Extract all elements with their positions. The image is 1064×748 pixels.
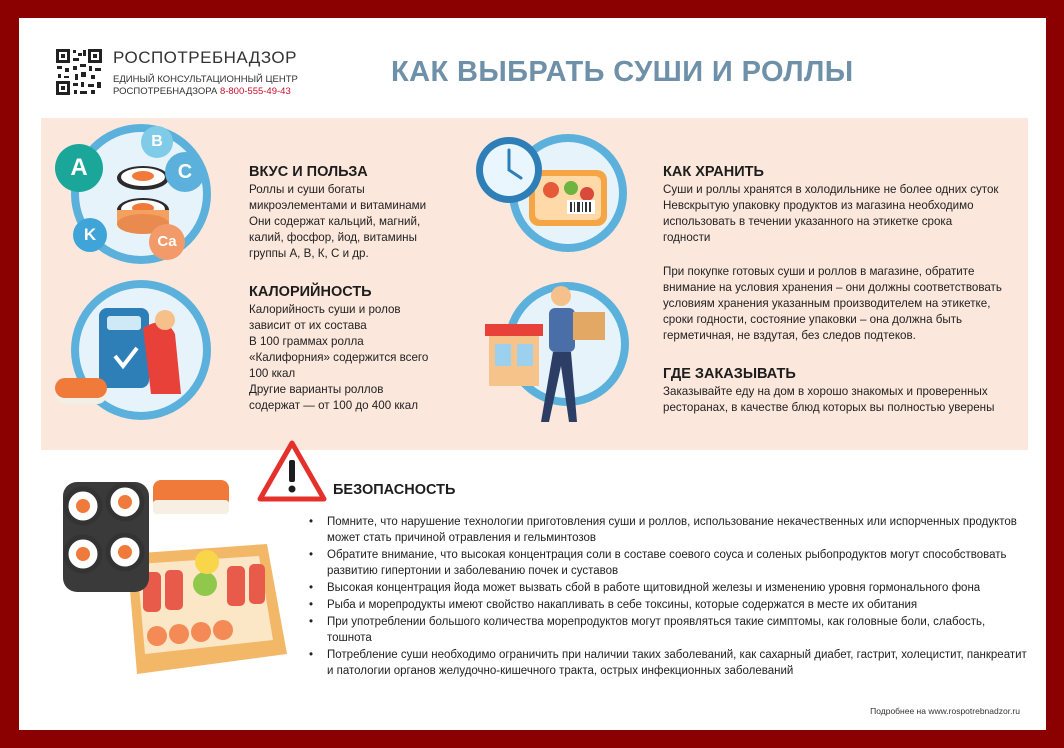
storage-line: сроки годности, состояние упаковки – она должна быть: [663, 313, 963, 326]
storage-line: годности: [663, 231, 711, 244]
logo: [55, 46, 305, 106]
taste-line: группы А, В, К, С и др.: [249, 247, 369, 260]
storage-line: Невскрытую упаковку продуктов из магазина необходимо: [663, 199, 974, 212]
vitamin-c-bubble: C: [165, 152, 205, 192]
storage-line: Суши и роллы хранятся в холодильнике не более одних суток: [663, 183, 999, 196]
sushi-platter-icon: [57, 466, 287, 684]
storage-text: [663, 182, 999, 246]
list-item: • Потребление суши необходимо ограничить при наличии таких заболеваний, как сахарный диабет, гастрит, холецистит, панкреатит и патологии органов желудочно-кишечного тракта, острых инфекционных заболеваний: [307, 647, 1027, 679]
phone-number[interactable]: 8-800-555-49-43: [219, 86, 291, 97]
storage-line: условиям хранения указанным производителем на этикетке,: [663, 297, 991, 310]
vitamin-ca-bubble: Ca: [149, 224, 185, 260]
taste-title: ВКУС И ПОЛЬЗА: [249, 164, 368, 180]
vitamin-k-bubble: K: [73, 218, 107, 252]
calories-title: КАЛОРИЙНОСТЬ: [249, 284, 372, 300]
order-title: ГДЕ ЗАКАЗЫВАТЬ: [663, 366, 796, 382]
calories-text: [249, 302, 428, 414]
calories-line: Калорийность суши и ролов: [249, 303, 401, 316]
org-line-1: ЕДИНЫЙ КОНСУЛЬТАЦИОННЫЙ ЦЕНТР: [113, 74, 298, 85]
storage-line: использовать в течении указанного на этикетке срока: [663, 215, 953, 228]
org-subtitle: [113, 74, 298, 98]
org-name: РОСПОТРЕБНАДЗОР: [113, 48, 297, 67]
safety-list: [307, 514, 1027, 680]
storage-title: КАК ХРАНИТЬ: [663, 164, 764, 180]
storage-line: внимание на условия хранения – они должны соответствовать: [663, 281, 1002, 294]
warning-icon: [257, 440, 327, 502]
list-item: • Высокая концентрация йода может вызвать сбой в работе щитовидной железы и изменению уровня гормонального фона: [307, 580, 1027, 596]
calories-line: содержат — от 100 до 400 ккал: [249, 399, 418, 412]
vitamin-b-bubble: B: [141, 126, 173, 158]
qr-code-icon: [55, 48, 103, 96]
storage-text-2: [663, 264, 1002, 344]
clock-icon: [473, 134, 545, 206]
calories-line: 100 ккал: [249, 367, 296, 380]
org-line-2: РОСПОТРЕБНАДЗОРА: [113, 86, 218, 97]
nigiri-icon: [55, 378, 107, 398]
taste-text: [249, 182, 426, 262]
calories-line: «Калифорния» содержится всего: [249, 351, 429, 364]
list-item: • Помните, что нарушение технологии приготовления суши и роллов, использование некачественных или испорченных продуктов может стать причиной отравления и гельминтозов: [307, 514, 1027, 546]
calories-line: зависит от их состава: [249, 319, 367, 332]
poster: [19, 18, 1046, 730]
order-line: Заказывайте еду на дом в хорошо знакомых и проверенных: [663, 385, 988, 398]
storage-line: При покупке готовых суши и роллов в магазине, обратите: [663, 265, 975, 278]
page-title: КАК ВЫБРАТЬ СУШИ И РОЛЛЫ: [391, 56, 854, 88]
order-text: [663, 384, 994, 416]
scales-icon: [93, 298, 193, 402]
calories-line: В 100 граммах ролла: [249, 335, 364, 348]
taste-line: Они содержат кальций, магний,: [249, 215, 421, 228]
safety-title: БЕЗОПАСНОСТЬ: [333, 482, 456, 498]
taste-line: Роллы и суши богаты: [249, 183, 365, 196]
list-item: • Обратите внимание, что высокая концентрация соли в составе соевого соуса и соленых рыбопродуктов могут способствовать развитию гипертонии и заболеванию почек и суставов: [307, 547, 1027, 579]
taste-line: микроэлементами и витаминами: [249, 199, 427, 212]
calories-line: Другие варианты роллов: [249, 383, 384, 396]
calories-illustration: [71, 280, 211, 420]
order-line: ресторанах, в качестве блюд которых вы полностью уверены: [663, 401, 995, 414]
vitamin-a-bubble: A: [55, 144, 103, 192]
footer-link[interactable]: Подробнее на www.rospotrebnadzor.ru: [870, 706, 1020, 716]
list-item: • Рыба и морепродукты имеют свойство накапливать в себе токсины, которые содержатся в месте их обитания: [307, 597, 1027, 613]
storage-line: герметичная, не вздутая, без следов подтеков.: [663, 329, 916, 342]
list-item: • При употреблении большого количества морепродуктов могут проявляться такие симптомы, как головные боли, слабость, тошнота: [307, 614, 1027, 646]
courier-icon: [479, 278, 629, 434]
taste-line: калий, фосфор, йод, витамины: [249, 231, 417, 244]
